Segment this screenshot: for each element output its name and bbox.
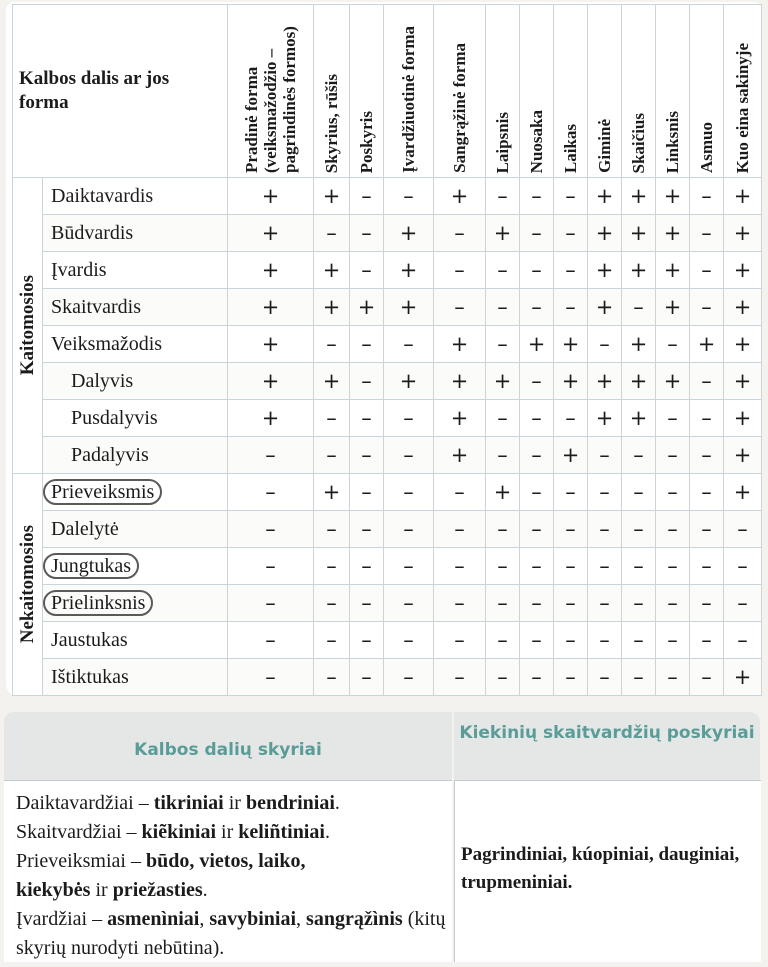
table-cell: – xyxy=(350,548,384,585)
table-cell: – xyxy=(656,400,690,437)
table-cell: + xyxy=(228,289,314,326)
table-cell: + xyxy=(724,215,762,252)
table-cell: – xyxy=(520,178,554,215)
col-header xyxy=(520,5,554,178)
table-cell: + xyxy=(350,289,384,326)
table-cell: – xyxy=(554,400,588,437)
table-cell: + xyxy=(228,363,314,400)
table-cell: + xyxy=(314,289,350,326)
col-header xyxy=(228,5,314,178)
table-cell: + xyxy=(588,400,622,437)
table-cell: – xyxy=(350,215,384,252)
table-cell: – xyxy=(228,585,314,622)
table-row xyxy=(13,437,762,474)
table-cell: – xyxy=(384,400,434,437)
table-cell: – xyxy=(486,437,520,474)
table-cell: + xyxy=(622,178,656,215)
group-kaitomosios xyxy=(13,178,43,474)
table-cell: – xyxy=(588,659,622,696)
table-cell: – xyxy=(622,585,656,622)
def-term: priežasties xyxy=(112,879,203,901)
table-cell: + xyxy=(314,252,350,289)
table-cell: – xyxy=(656,585,690,622)
row-label-text: Įvardis xyxy=(51,258,107,281)
parts-of-speech-table-card xyxy=(6,2,762,696)
col-header-label: Kuo eina sakinyje xyxy=(733,42,752,173)
row-label xyxy=(43,474,228,511)
table-cell: + xyxy=(656,289,690,326)
table-cell: – xyxy=(520,289,554,326)
table-cell: – xyxy=(228,511,314,548)
definitions-panel xyxy=(4,780,452,962)
table-cell: – xyxy=(520,363,554,400)
table-cell: – xyxy=(554,659,588,696)
table-cell: – xyxy=(314,326,350,363)
table-cell: + xyxy=(622,215,656,252)
table-cell: – xyxy=(350,511,384,548)
row-label-text: Būdvardis xyxy=(51,221,134,244)
table-cell: – xyxy=(314,511,350,548)
table-cell: – xyxy=(588,585,622,622)
table-cell: – xyxy=(384,659,434,696)
col-header-label: Giminė xyxy=(595,119,614,173)
table-cell: – xyxy=(690,474,724,511)
table-cell: – xyxy=(486,326,520,363)
row-label xyxy=(43,548,228,585)
table-row xyxy=(13,474,762,511)
right-header-title: Kiekinių skaitvardžių poskyriai xyxy=(459,723,755,743)
table-cell: – xyxy=(724,622,762,659)
def-text: ir xyxy=(90,879,113,901)
table-cell: – xyxy=(690,363,724,400)
table-cell: – xyxy=(554,289,588,326)
table-cell: – xyxy=(314,400,350,437)
table-cell: – xyxy=(434,548,486,585)
table-cell: – xyxy=(520,585,554,622)
table-cell: – xyxy=(588,622,622,659)
table-cell: – xyxy=(486,289,520,326)
table-cell: – xyxy=(724,548,762,585)
table-cell: – xyxy=(588,548,622,585)
col-header xyxy=(350,5,384,178)
table-cell: + xyxy=(622,326,656,363)
table-cell: – xyxy=(384,548,434,585)
table-row xyxy=(13,400,762,437)
table-cell: + xyxy=(434,178,486,215)
bottom-section xyxy=(0,708,768,967)
table-row xyxy=(13,326,762,363)
table-cell: + xyxy=(384,289,434,326)
table-cell: – xyxy=(554,178,588,215)
table-cell: – xyxy=(350,252,384,289)
def-term: kiekybės xyxy=(16,879,91,901)
row-label xyxy=(43,215,228,252)
table-cell: + xyxy=(588,178,622,215)
right-header-panel xyxy=(454,712,760,780)
table-cell: – xyxy=(520,511,554,548)
table-cell: – xyxy=(690,622,724,659)
table-cell: – xyxy=(384,474,434,511)
col-header xyxy=(486,5,520,178)
table-cell: – xyxy=(622,437,656,474)
table-cell: – xyxy=(434,659,486,696)
table-cell: – xyxy=(622,548,656,585)
table-cell: – xyxy=(486,585,520,622)
col-header-label: Laipsnis xyxy=(493,111,512,173)
table-cell: – xyxy=(588,474,622,511)
table-cell: – xyxy=(588,437,622,474)
table-cell: + xyxy=(656,215,690,252)
table-cell: + xyxy=(384,215,434,252)
table-cell: – xyxy=(350,659,384,696)
table-cell: – xyxy=(486,548,520,585)
def-text: (kitų skyrių nurodyti nebūtina). xyxy=(16,908,446,959)
col-header xyxy=(690,5,724,178)
row-label xyxy=(43,252,228,289)
row-label xyxy=(43,437,228,474)
row-label-text: Jungtukas xyxy=(43,553,139,579)
group-label: Kaitomosios xyxy=(16,275,38,376)
row-label xyxy=(43,289,228,326)
table-cell: – xyxy=(690,511,724,548)
table-cell: – xyxy=(314,215,350,252)
table-row xyxy=(13,178,762,215)
table-cell: + xyxy=(434,400,486,437)
def-term: kiẽkiniai xyxy=(141,821,217,843)
table-cell: – xyxy=(690,289,724,326)
definitions-text xyxy=(16,789,448,963)
table-cell: – xyxy=(384,585,434,622)
table-cell: – xyxy=(724,585,762,622)
table-cell: – xyxy=(520,437,554,474)
table-cell: + xyxy=(656,178,690,215)
table-cell: + xyxy=(724,252,762,289)
table-cell: – xyxy=(656,437,690,474)
col-header xyxy=(384,5,434,178)
poskyriai-panel xyxy=(454,780,761,962)
col-header-label: Poskyris xyxy=(357,110,376,173)
table-cell: + xyxy=(314,363,350,400)
table-cell: – xyxy=(350,437,384,474)
table-cell: – xyxy=(690,400,724,437)
row-label xyxy=(43,178,228,215)
def-term: tikriniai xyxy=(153,792,224,814)
table-cell: + xyxy=(724,289,762,326)
table-cell: – xyxy=(384,622,434,659)
table-cell: + xyxy=(384,252,434,289)
table-cell: – xyxy=(554,511,588,548)
table-cell: + xyxy=(228,215,314,252)
def-text: ir xyxy=(216,821,239,843)
table-cell: – xyxy=(554,548,588,585)
table-cell: + xyxy=(724,363,762,400)
table-cell: – xyxy=(228,474,314,511)
table-row xyxy=(13,289,762,326)
table-cell: + xyxy=(622,400,656,437)
table-cell: + xyxy=(228,400,314,437)
table-cell: + xyxy=(656,252,690,289)
table-cell: – xyxy=(350,363,384,400)
table-cell: – xyxy=(314,548,350,585)
parts-of-speech-table xyxy=(12,4,762,696)
table-cell: – xyxy=(554,474,588,511)
table-cell: – xyxy=(486,400,520,437)
table-cell: + xyxy=(622,252,656,289)
row-label-text: Jaustukas xyxy=(51,628,128,651)
table-cell: + xyxy=(690,326,724,363)
row-label-text: Veiksmažodis xyxy=(51,332,163,355)
table-cell: + xyxy=(434,326,486,363)
table-cell: – xyxy=(520,548,554,585)
table-cell: – xyxy=(434,215,486,252)
table-cell: – xyxy=(434,622,486,659)
row-label-text: Ištiktukas xyxy=(51,665,129,688)
table-cell: – xyxy=(434,252,486,289)
table-cell: – xyxy=(622,659,656,696)
table-cell: + xyxy=(656,363,690,400)
table-cell: – xyxy=(434,585,486,622)
col-header xyxy=(314,5,350,178)
table-row xyxy=(13,215,762,252)
table-cell: – xyxy=(656,548,690,585)
def-text: . xyxy=(202,879,208,901)
def-text: , xyxy=(296,908,307,930)
def-text: ir xyxy=(223,792,246,814)
table-cell: – xyxy=(228,659,314,696)
def-term: sangrąžìnis xyxy=(306,908,403,930)
def-term: būdo, vietos, laiko, xyxy=(145,850,306,872)
table-cell: – xyxy=(656,511,690,548)
row-label xyxy=(43,363,228,400)
col-header xyxy=(434,5,486,178)
table-cell: + xyxy=(588,252,622,289)
table-cell: – xyxy=(384,178,434,215)
col-header-label: Pradinė forma (veiksmažodžio – pagrindinės formos) xyxy=(242,26,299,173)
def-term: keliñtiniai xyxy=(238,821,325,843)
group-nekaitomosios xyxy=(13,474,43,696)
table-cell: + xyxy=(554,363,588,400)
def-text: Skaitvardžiai – xyxy=(16,821,142,843)
left-header-title: Kalbos dalių skyriai xyxy=(134,740,322,760)
table-cell: – xyxy=(622,474,656,511)
col-header-label: Skyrius, rūšis xyxy=(322,73,341,173)
table-cell: – xyxy=(486,659,520,696)
table-cell: + xyxy=(588,215,622,252)
table-row xyxy=(13,363,762,400)
table-cell: – xyxy=(350,474,384,511)
row-label xyxy=(43,326,228,363)
def-text: Prieveiksmiai – xyxy=(16,850,146,872)
table-cell: – xyxy=(384,326,434,363)
table-cell: – xyxy=(520,215,554,252)
table-cell: + xyxy=(588,363,622,400)
table-cell: – xyxy=(520,400,554,437)
table-cell: – xyxy=(656,326,690,363)
table-cell: – xyxy=(690,178,724,215)
group-label: Nekaitomosios xyxy=(16,525,38,644)
col-header xyxy=(622,5,656,178)
def-term: bendriniai xyxy=(245,792,335,814)
table-cell: – xyxy=(656,659,690,696)
table-cell: – xyxy=(554,585,588,622)
table-cell: + xyxy=(724,400,762,437)
col-header-label: Laikas xyxy=(561,123,580,173)
table-cell: – xyxy=(350,178,384,215)
table-cell: + xyxy=(486,474,520,511)
col-header xyxy=(554,5,588,178)
table-cell: – xyxy=(690,585,724,622)
table-cell: – xyxy=(314,437,350,474)
table-cell: + xyxy=(486,363,520,400)
table-cell: – xyxy=(690,548,724,585)
row-label-text: Prieveiksmis xyxy=(43,479,162,505)
table-cell: + xyxy=(228,252,314,289)
table-cell: – xyxy=(434,511,486,548)
col-header xyxy=(588,5,622,178)
table-cell: + xyxy=(434,437,486,474)
table-cell: + xyxy=(588,289,622,326)
table-cell: – xyxy=(622,511,656,548)
col-header-label: Įvardžiuotinė forma xyxy=(399,26,418,173)
table-cell: – xyxy=(350,622,384,659)
table-cell: + xyxy=(486,215,520,252)
table-cell: + xyxy=(554,326,588,363)
table-cell: – xyxy=(554,252,588,289)
table-cell: + xyxy=(724,437,762,474)
table-cell: – xyxy=(486,252,520,289)
table-cell: – xyxy=(724,511,762,548)
table-row xyxy=(13,622,762,659)
def-term: savybiniai xyxy=(209,908,297,930)
row-label-text: Pusdalyvis xyxy=(71,406,158,429)
table-cell: – xyxy=(228,548,314,585)
table-cell: – xyxy=(486,511,520,548)
def-text: . xyxy=(334,792,340,814)
row-label-text: Daiktavardis xyxy=(51,184,154,207)
col-header-label: Nuosaka xyxy=(527,109,546,173)
row-label xyxy=(43,585,228,622)
table-cell: + xyxy=(384,363,434,400)
row-label xyxy=(43,659,228,696)
table-cell: + xyxy=(724,178,762,215)
corner-label: Kalbos dalis ar jos forma xyxy=(19,68,170,113)
table-cell: – xyxy=(622,289,656,326)
def-text: Įvardžiai – xyxy=(16,908,108,930)
table-cell: – xyxy=(690,437,724,474)
row-label xyxy=(43,400,228,437)
table-cell: – xyxy=(486,622,520,659)
table-cell: – xyxy=(228,622,314,659)
row-label-text: Skaitvardis xyxy=(51,295,141,318)
poskyriai-text: Pagrindiniai, kúopiniai, dauginiai, trupmeniniai. xyxy=(461,844,740,893)
def-text: , xyxy=(199,908,210,930)
table-cell: – xyxy=(520,659,554,696)
col-header xyxy=(724,5,762,178)
def-text: . xyxy=(324,821,330,843)
left-header-panel xyxy=(4,712,452,780)
col-header-label: Linksnis xyxy=(663,110,682,173)
table-cell: + xyxy=(554,437,588,474)
table-cell: – xyxy=(486,178,520,215)
col-header-label: Sangrąžinė forma xyxy=(450,43,469,173)
corner-header xyxy=(13,5,228,178)
table-cell: – xyxy=(314,585,350,622)
table-cell: – xyxy=(588,326,622,363)
table-cell: – xyxy=(384,437,434,474)
table-cell: – xyxy=(520,474,554,511)
col-header xyxy=(656,5,690,178)
table-cell: – xyxy=(690,252,724,289)
table-row xyxy=(13,511,762,548)
table-cell: – xyxy=(622,622,656,659)
row-label-text: Prielinksnis xyxy=(43,590,153,616)
table-row xyxy=(13,252,762,289)
table-cell: + xyxy=(724,474,762,511)
row-label-text: Dalelytė xyxy=(51,517,119,540)
table-cell: – xyxy=(434,289,486,326)
table-cell: + xyxy=(228,326,314,363)
row-label-text: Dalyvis xyxy=(71,369,134,392)
table-cell: + xyxy=(622,363,656,400)
table-cell: – xyxy=(434,474,486,511)
table-cell: – xyxy=(520,622,554,659)
row-label xyxy=(43,622,228,659)
table-cell: – xyxy=(690,215,724,252)
table-cell: – xyxy=(350,400,384,437)
table-cell: + xyxy=(520,326,554,363)
table-cell: – xyxy=(314,659,350,696)
table-cell: + xyxy=(314,178,350,215)
table-cell: + xyxy=(228,178,314,215)
table-row xyxy=(13,585,762,622)
table-cell: – xyxy=(690,659,724,696)
col-header-label: Asmuo xyxy=(697,121,716,173)
table-cell: – xyxy=(554,622,588,659)
table-cell: – xyxy=(314,622,350,659)
table-cell: – xyxy=(520,252,554,289)
def-term: asmenìniai xyxy=(107,908,200,930)
row-label xyxy=(43,511,228,548)
table-cell: – xyxy=(588,511,622,548)
table-row xyxy=(13,659,762,696)
table-cell: + xyxy=(314,474,350,511)
table-row xyxy=(13,548,762,585)
table-cell: – xyxy=(350,585,384,622)
table-cell: – xyxy=(384,511,434,548)
table-cell: – xyxy=(228,437,314,474)
table-cell: – xyxy=(350,326,384,363)
table-cell: + xyxy=(434,363,486,400)
table-cell: – xyxy=(554,215,588,252)
def-text: Daiktavardžiai – xyxy=(16,792,154,814)
row-label-text: Padalyvis xyxy=(71,443,149,466)
table-cell: – xyxy=(656,474,690,511)
table-cell: + xyxy=(724,659,762,696)
col-header-label: Skaičius xyxy=(629,112,648,173)
table-cell: + xyxy=(724,326,762,363)
table-cell: – xyxy=(656,622,690,659)
